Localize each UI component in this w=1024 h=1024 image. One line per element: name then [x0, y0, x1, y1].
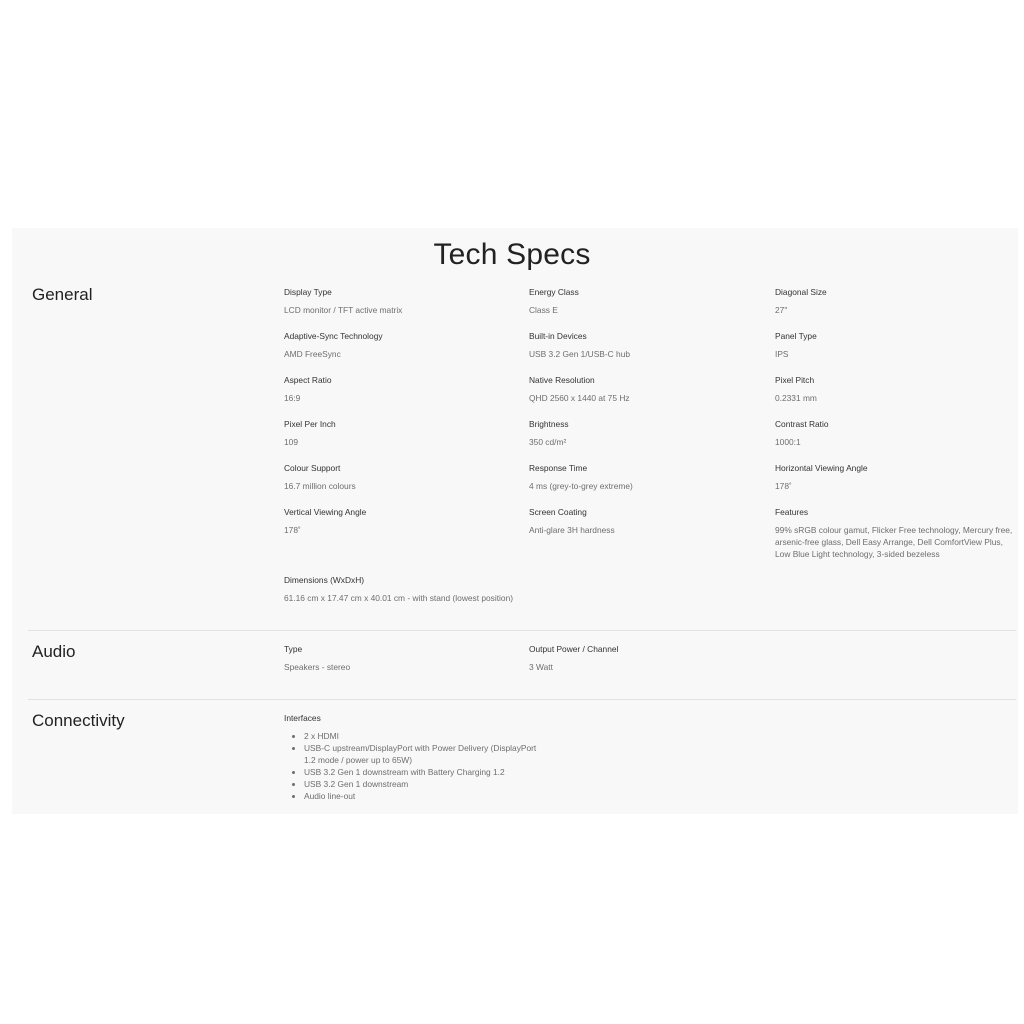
spec-label: Vertical Viewing Angle: [284, 507, 367, 517]
spec-colour-support: [284, 462, 520, 492]
spec-value: 16:9: [284, 393, 301, 403]
list-item: • USB-C upstream/DisplayPort with Power Delivery (DisplayPort 1.2 mode / power up to 65W): [304, 742, 544, 766]
spec-label: Display Type: [284, 287, 332, 297]
spec-aspect-ratio: [284, 374, 520, 404]
spec-value: 0.2331 mm: [775, 393, 817, 403]
section-divider: [28, 699, 1016, 700]
spec-label: Built-in Devices: [529, 331, 587, 341]
spec-label: Screen Coating: [529, 507, 587, 517]
spec-value: 61.16 cm x 17.47 cm x 40.01 cm - with stand (lowest position): [284, 593, 514, 603]
spec-label: Output Power / Channel: [529, 644, 619, 654]
spec-value: Class E: [529, 305, 558, 315]
spec-label: Response Time: [529, 463, 588, 473]
spec-pixel-pitch: [775, 374, 1011, 404]
section-title-audio: Audio: [32, 642, 76, 661]
spec-value: 178˚: [775, 481, 792, 491]
spec-value: IPS: [775, 349, 789, 359]
spec-label: Energy Class: [529, 287, 579, 297]
spec-diagonal-size: [775, 286, 1011, 316]
list-item: • 2 x HDMI: [304, 730, 544, 742]
spec-label: Contrast Ratio: [775, 419, 829, 429]
spec-interfaces: [284, 712, 537, 802]
spec-built-in-devices: [529, 330, 765, 360]
spec-audio-type: [284, 643, 520, 673]
spec-screen-coating: [529, 506, 765, 536]
spec-label: Diagonal Size: [775, 287, 827, 297]
spec-label: Brightness: [529, 419, 569, 429]
spec-label: Horizontal Viewing Angle: [775, 463, 868, 473]
page-title: Tech Specs: [433, 238, 591, 271]
spec-label: Dimensions (WxDxH): [284, 575, 365, 585]
spec-value: Speakers - stereo: [284, 662, 351, 672]
spec-value: 178˚: [284, 525, 301, 535]
spec-output-power: [529, 643, 765, 673]
spec-value: AMD FreeSync: [284, 349, 341, 359]
spec-value: 99% sRGB colour gamut, Flicker Free technology, Mercury free, arsenic-free glass, Dell Easy Arrange, Dell ComfortView Plus, Low Blue Light technology, 3-sided bezeless: [775, 525, 1013, 559]
spec-label: Pixel Per Inch: [284, 419, 336, 429]
spec-label: Pixel Pitch: [775, 375, 815, 385]
spec-adaptive-sync: [284, 330, 520, 360]
spec-value: 27": [775, 305, 788, 315]
spec-response-time: [529, 462, 765, 492]
interfaces-list: [284, 730, 544, 802]
section-title-general: General: [32, 285, 93, 304]
spec-value: 350 cd/m²: [529, 437, 567, 447]
spec-value: 3 Watt: [529, 662, 553, 672]
spec-value: USB 3.2 Gen 1/USB-C hub: [529, 349, 631, 359]
spec-label: Interfaces: [284, 713, 321, 723]
spec-label: Aspect Ratio: [284, 375, 332, 385]
spec-label: Features: [775, 507, 809, 517]
spec-value: LCD monitor / TFT active matrix: [284, 305, 403, 315]
spec-label: Native Resolution: [529, 375, 595, 385]
spec-features: [775, 506, 1015, 560]
spec-label: Type: [284, 644, 303, 654]
spec-vertical-viewing-angle: [284, 506, 520, 536]
spec-contrast-ratio: [775, 418, 1011, 448]
spec-panel-type: [775, 330, 1011, 360]
spec-value: 109: [284, 437, 298, 447]
spec-label: Adaptive-Sync Technology: [284, 331, 383, 341]
spec-native-resolution: [529, 374, 765, 404]
spec-label: Colour Support: [284, 463, 341, 473]
list-item: • Audio line-out: [304, 790, 544, 802]
spec-value: 16.7 million colours: [284, 481, 356, 491]
section-title-connectivity: Connectivity: [32, 711, 125, 730]
list-item: • USB 3.2 Gen 1 downstream with Battery Charging 1.2: [304, 766, 544, 778]
spec-value: Anti-glare 3H hardness: [529, 525, 615, 535]
spec-display-type: [284, 286, 520, 316]
spec-pixel-per-inch: [284, 418, 520, 448]
spec-value: 4 ms (grey-to-grey extreme): [529, 481, 633, 491]
spec-horizontal-viewing-angle: [775, 462, 1011, 492]
list-item: • USB 3.2 Gen 1 downstream: [304, 778, 544, 790]
spec-value: QHD 2560 x 1440 at 75 Hz: [529, 393, 630, 403]
section-divider: [28, 630, 1016, 631]
spec-value: 1000:1: [775, 437, 801, 447]
spec-label: Panel Type: [775, 331, 817, 341]
spec-dimensions: [284, 574, 584, 604]
spec-brightness: [529, 418, 765, 448]
spec-energy-class: [529, 286, 765, 316]
